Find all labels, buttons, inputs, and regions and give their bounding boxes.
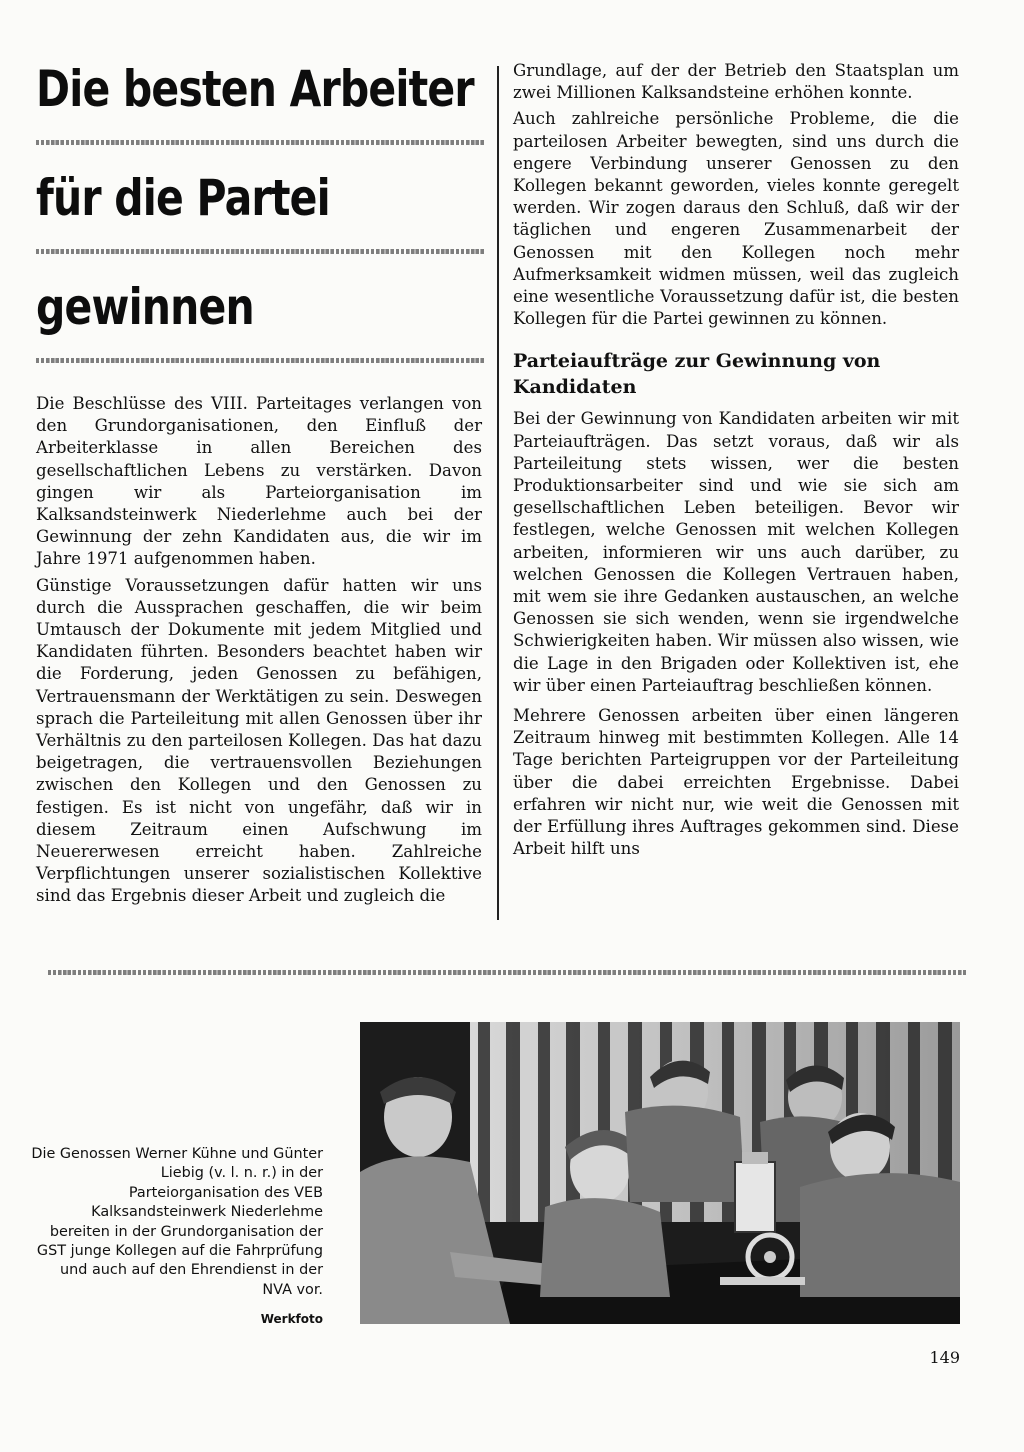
- paragraph: Auch zahlreiche persönliche Probleme, die die parteilosen Arbeiter bewegten, sind uns durch die engere Verbindung unserer Genossen zu den Kollegen bekannt geworden, vieles konnte geregelt werden. Wir zogen daraus den Schluß, daß wir der täglichen und engeren Zusammenarbeit der Genossen mit den Kollegen noch mehr Aufmerksamkeit widmen müssen, weil das zugleich eine wesentliche Voraussetzung dafür ist, die besten Kollegen für die Partei gewinnen zu können.: [513, 109, 959, 329]
- paragraph: Bei der Gewinnung von Kandidaten arbeiten wir mit Parteiaufträgen. Das setzt voraus, daß wir als Parteileitung stets wissen, wer die besten Produktionsarbeiter sind und wie sie sich am gesellschaftlichen Leben beteiligen. Bevor wir festlegen, welche Genossen mit welchen Kollegen arbeiten, informieren wir uns auch darüber, zu welchen Genossen die Kollegen Vertrauen haben, mit wem sie ihre Gedanken austauschen, an welche Genossen sie sich wenden, wenn sie irgendwelche Schwierigkeiten haben. Wir müssen also wissen, wie die Lage in den Brigaden oder Kollektiven ist, ehe wir über einen Parteiauftrag beschließen können.: [513, 409, 959, 695]
- headline-rule-2: [36, 249, 484, 254]
- photo-credit: Werkfoto: [260, 1312, 323, 1326]
- paragraph: Die Beschlüsse des VIII. Parteitages verlangen von den Grundorganisationen, den Einfluß der Arbeiterklasse in allen Bereichen des gesellschaftlichen Lebens zu verstärken. Davon gingen wir als Parteiorganisation im Kalksandsteinwerk Niederlehme auch bei der Gewinnung der zehn Kandidaten aus, die wir im Jahre 1971 aufgenommen haben.: [36, 394, 482, 569]
- photo-illustration: [360, 1022, 960, 1324]
- headline-line-1: Die besten Arbeiter: [36, 60, 474, 118]
- page-number: 149: [929, 1348, 960, 1367]
- right-column: [513, 60, 959, 865]
- photo-caption: Die Genossen Werner Kühne und Günter Liebig (v. l. n. r.) in der Parteiorganisation des VEB Kalksandsteinwerk Niederlehme bereiten in der Grundorganisation der GST junge Kollegen auf die Fahrprüfung und auch auf den Ehrendienst in der NVA vor.: [31, 1146, 323, 1298]
- paragraph: Grundlage, auf der der Betrieb den Staatsplan um zwei Millionen Kalksandsteine erhöhen konnte.: [513, 61, 959, 103]
- photo: [360, 1022, 960, 1324]
- headline: [36, 58, 486, 385]
- headline-rule-3: [36, 358, 484, 363]
- paragraph: Günstige Voraussetzungen dafür hatten wir uns durch die Aussprachen geschaffen, die wir beim Umtausch der Dokumente mit jedem Mitglied und Kandidaten führten. Besonders beachtet haben wir die Forderung, jeden Genossen zu befähigen, Vertrauensmann der Werktätigen zu sein. Deswegen sprach die Parteileitung mit allen Genossen über ihr Verhältnis zu den parteilosen Kollegen. Das hat dazu beigetragen, die vertrauensvollen Beziehungen zwischen den Kollegen und den Genossen zu festigen. Es ist nicht von ungefähr, daß wir in diesem Zeitraum einen Aufschwung im Neuererwesen erreicht haben. Zahlreiche Verpflichtungen unserer sozialistischen Kollektive sind das Ergebnis dieser Arbeit und zugleich die: [36, 575, 482, 906]
- headline-line-3: gewinnen: [36, 278, 254, 336]
- subheading: Parteiaufträge zur Gewinnung von Kandidaten: [513, 350, 881, 399]
- headline-line-2: für die Partei: [36, 169, 330, 227]
- section-rule: [48, 970, 966, 975]
- left-column: [36, 393, 482, 912]
- paragraph: Mehrere Genossen arbeiten über einen längeren Zeitraum hinweg mit bestimmten Kollegen. Alle 14 Tage berichten Parteigruppen vor der Parteileitung über die dabei erreichten Ergebnisse. Dabei erfahren wir nicht nur, wie weit die Genossen mit der Erfüllung ihres Auftrages gekommen sind. Diese Arbeit hilft uns: [513, 706, 959, 859]
- headline-rule-1: [36, 140, 484, 145]
- column-divider: [497, 66, 499, 920]
